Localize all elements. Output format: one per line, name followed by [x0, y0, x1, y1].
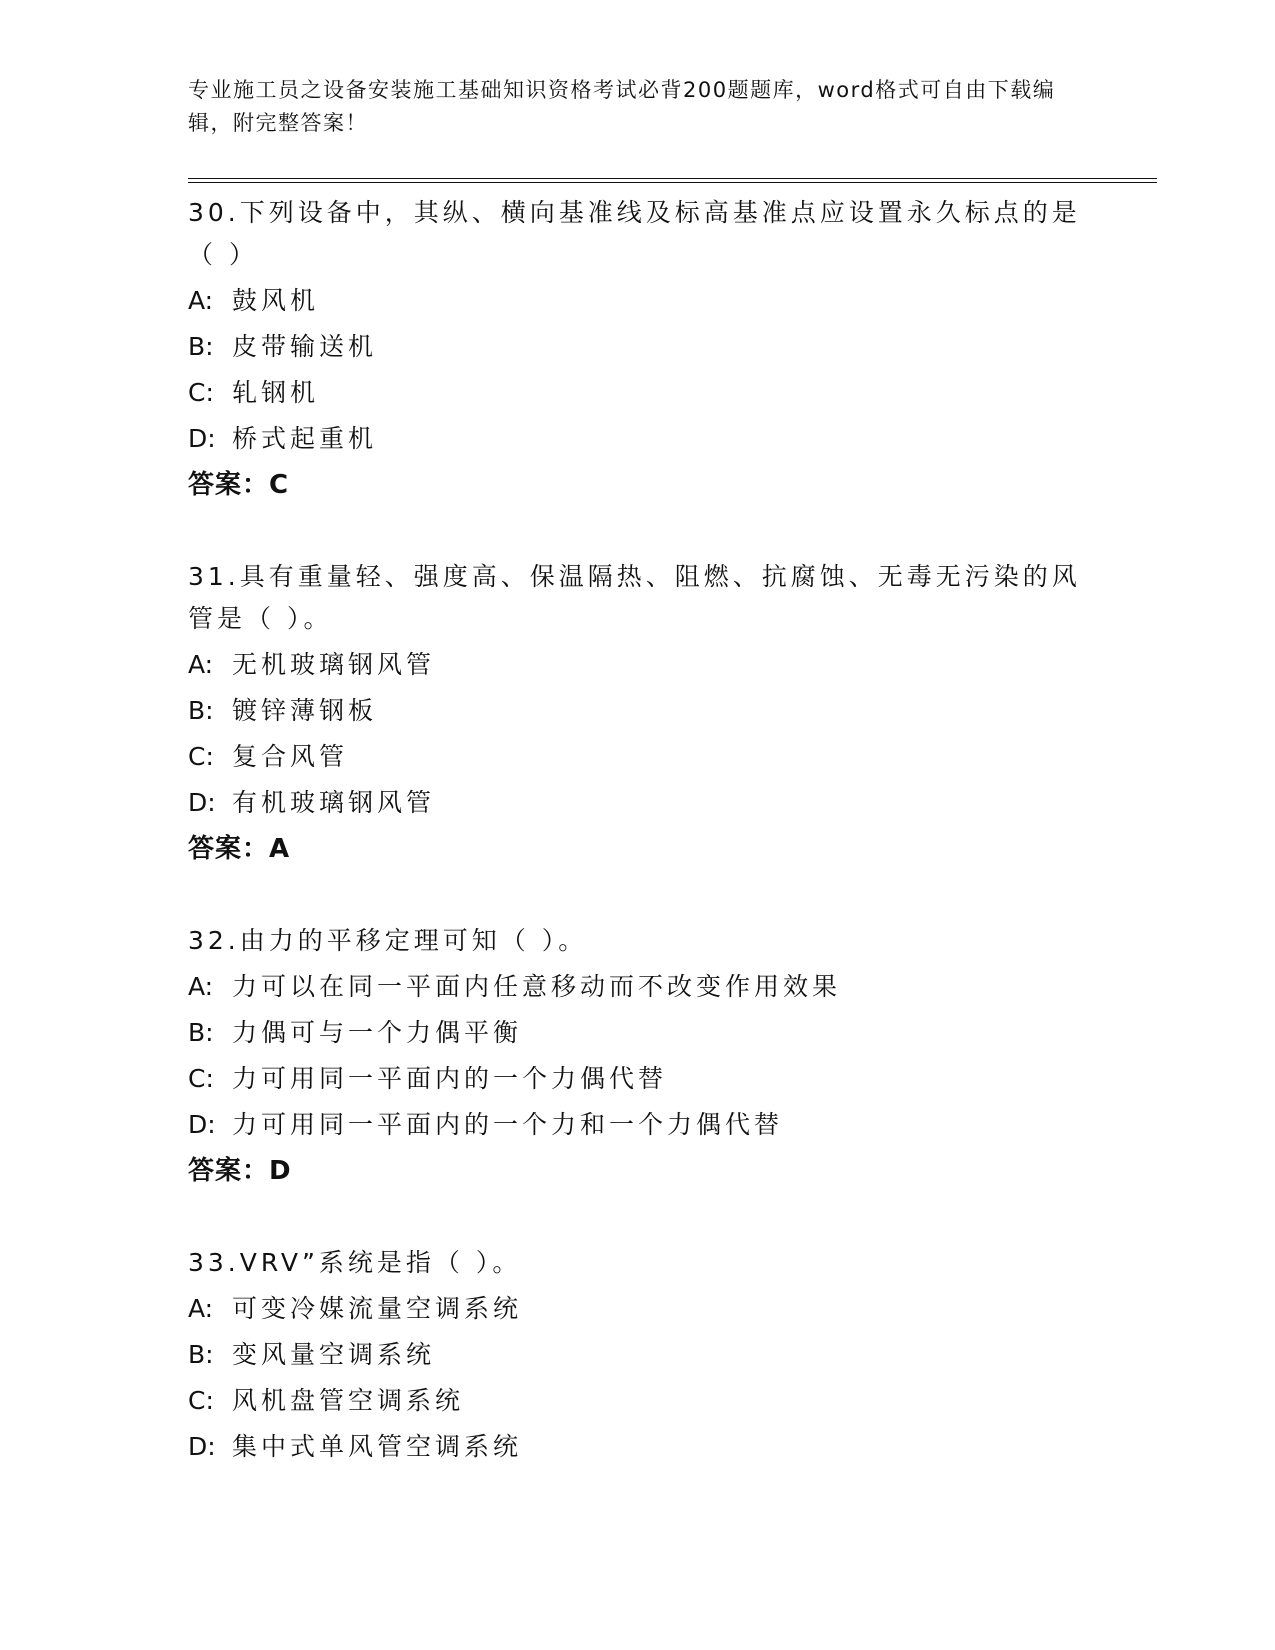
- option-letter: C:: [188, 742, 214, 771]
- header-rule-bottom: [188, 182, 1157, 183]
- question-stem: 31.具有重量轻、强度高、保温隔热、阻燃、抗腐蚀、无毒无污染的风管是（ ）。: [188, 562, 1081, 633]
- option-text: 变风量空调系统: [232, 1340, 436, 1369]
- option-d: [188, 1424, 1088, 1470]
- question-33: [188, 1242, 1088, 1470]
- option-c: [188, 1378, 1088, 1424]
- option-c: [188, 370, 1088, 416]
- option-a: [188, 278, 1088, 324]
- document-header: 专业施工员之设备安装施工基础知识资格考试必背200题题库，word格式可自由下载编辑，附完整答案！: [188, 78, 1056, 135]
- option-text: 集中式单风管空调系统: [232, 1432, 523, 1461]
- option-c: [188, 734, 1088, 780]
- question-stem: 32.由力的平移定理可知（ ）。: [188, 926, 588, 955]
- question-30: [188, 192, 1088, 508]
- option-letter: B:: [188, 332, 214, 361]
- option-letter: D:: [188, 1432, 216, 1461]
- option-text: 轧钢机: [232, 378, 320, 407]
- option-letter: C:: [188, 378, 214, 407]
- option-letter: D:: [188, 424, 216, 453]
- option-letter: B:: [188, 696, 214, 725]
- option-text: 皮带输送机: [232, 332, 378, 361]
- option-text: 力可用同一平面内的一个力偶代替: [232, 1064, 668, 1093]
- option-letter: A:: [188, 972, 214, 1001]
- option-b: [188, 1010, 1088, 1056]
- answer-line: 答案：D: [188, 1156, 292, 1186]
- option-text: 力可用同一平面内的一个力和一个力偶代替: [232, 1110, 784, 1139]
- option-b: [188, 688, 1088, 734]
- option-a: [188, 1286, 1088, 1332]
- question-31: [188, 556, 1088, 872]
- option-text: 无机玻璃钢风管: [232, 650, 436, 679]
- answer-line: 答案：C: [188, 470, 290, 500]
- option-letter: B:: [188, 1018, 214, 1047]
- option-letter: C:: [188, 1064, 214, 1093]
- answer-line: 答案：A: [188, 834, 291, 864]
- option-letter: A:: [188, 286, 214, 315]
- option-text: 有机玻璃钢风管: [232, 788, 436, 817]
- option-letter: B:: [188, 1340, 214, 1369]
- question-list: [188, 192, 1088, 1518]
- question-stem: 30.下列设备中，其纵、横向基准线及标高基准点应设置永久标点的是（ ）: [188, 198, 1081, 269]
- option-letter: A:: [188, 1294, 214, 1323]
- question-32: [188, 920, 1088, 1194]
- option-d: [188, 1102, 1088, 1148]
- option-d: [188, 416, 1088, 462]
- option-text: 力可以在同一平面内任意移动而不改变作用效果: [232, 972, 842, 1001]
- option-letter: A:: [188, 650, 214, 679]
- option-text: 复合风管: [232, 742, 349, 771]
- option-c: [188, 1056, 1088, 1102]
- option-text: 力偶可与一个力偶平衡: [232, 1018, 523, 1047]
- option-letter: D:: [188, 788, 216, 817]
- option-a: [188, 642, 1088, 688]
- option-a: [188, 964, 1088, 1010]
- option-text: 鼓风机: [232, 286, 320, 315]
- option-d: [188, 780, 1088, 826]
- option-text: 可变冷媒流量空调系统: [232, 1294, 523, 1323]
- option-letter: C:: [188, 1386, 214, 1415]
- option-letter: D:: [188, 1110, 216, 1139]
- option-text: 风机盘管空调系统: [232, 1386, 465, 1415]
- question-stem: 33.VRV”系统是指（ ）。: [188, 1248, 522, 1277]
- option-b: [188, 324, 1088, 370]
- option-text: 桥式起重机: [232, 424, 378, 453]
- option-text: 镀锌薄钢板: [232, 696, 378, 725]
- header-rule-top: [188, 178, 1157, 179]
- option-b: [188, 1332, 1088, 1378]
